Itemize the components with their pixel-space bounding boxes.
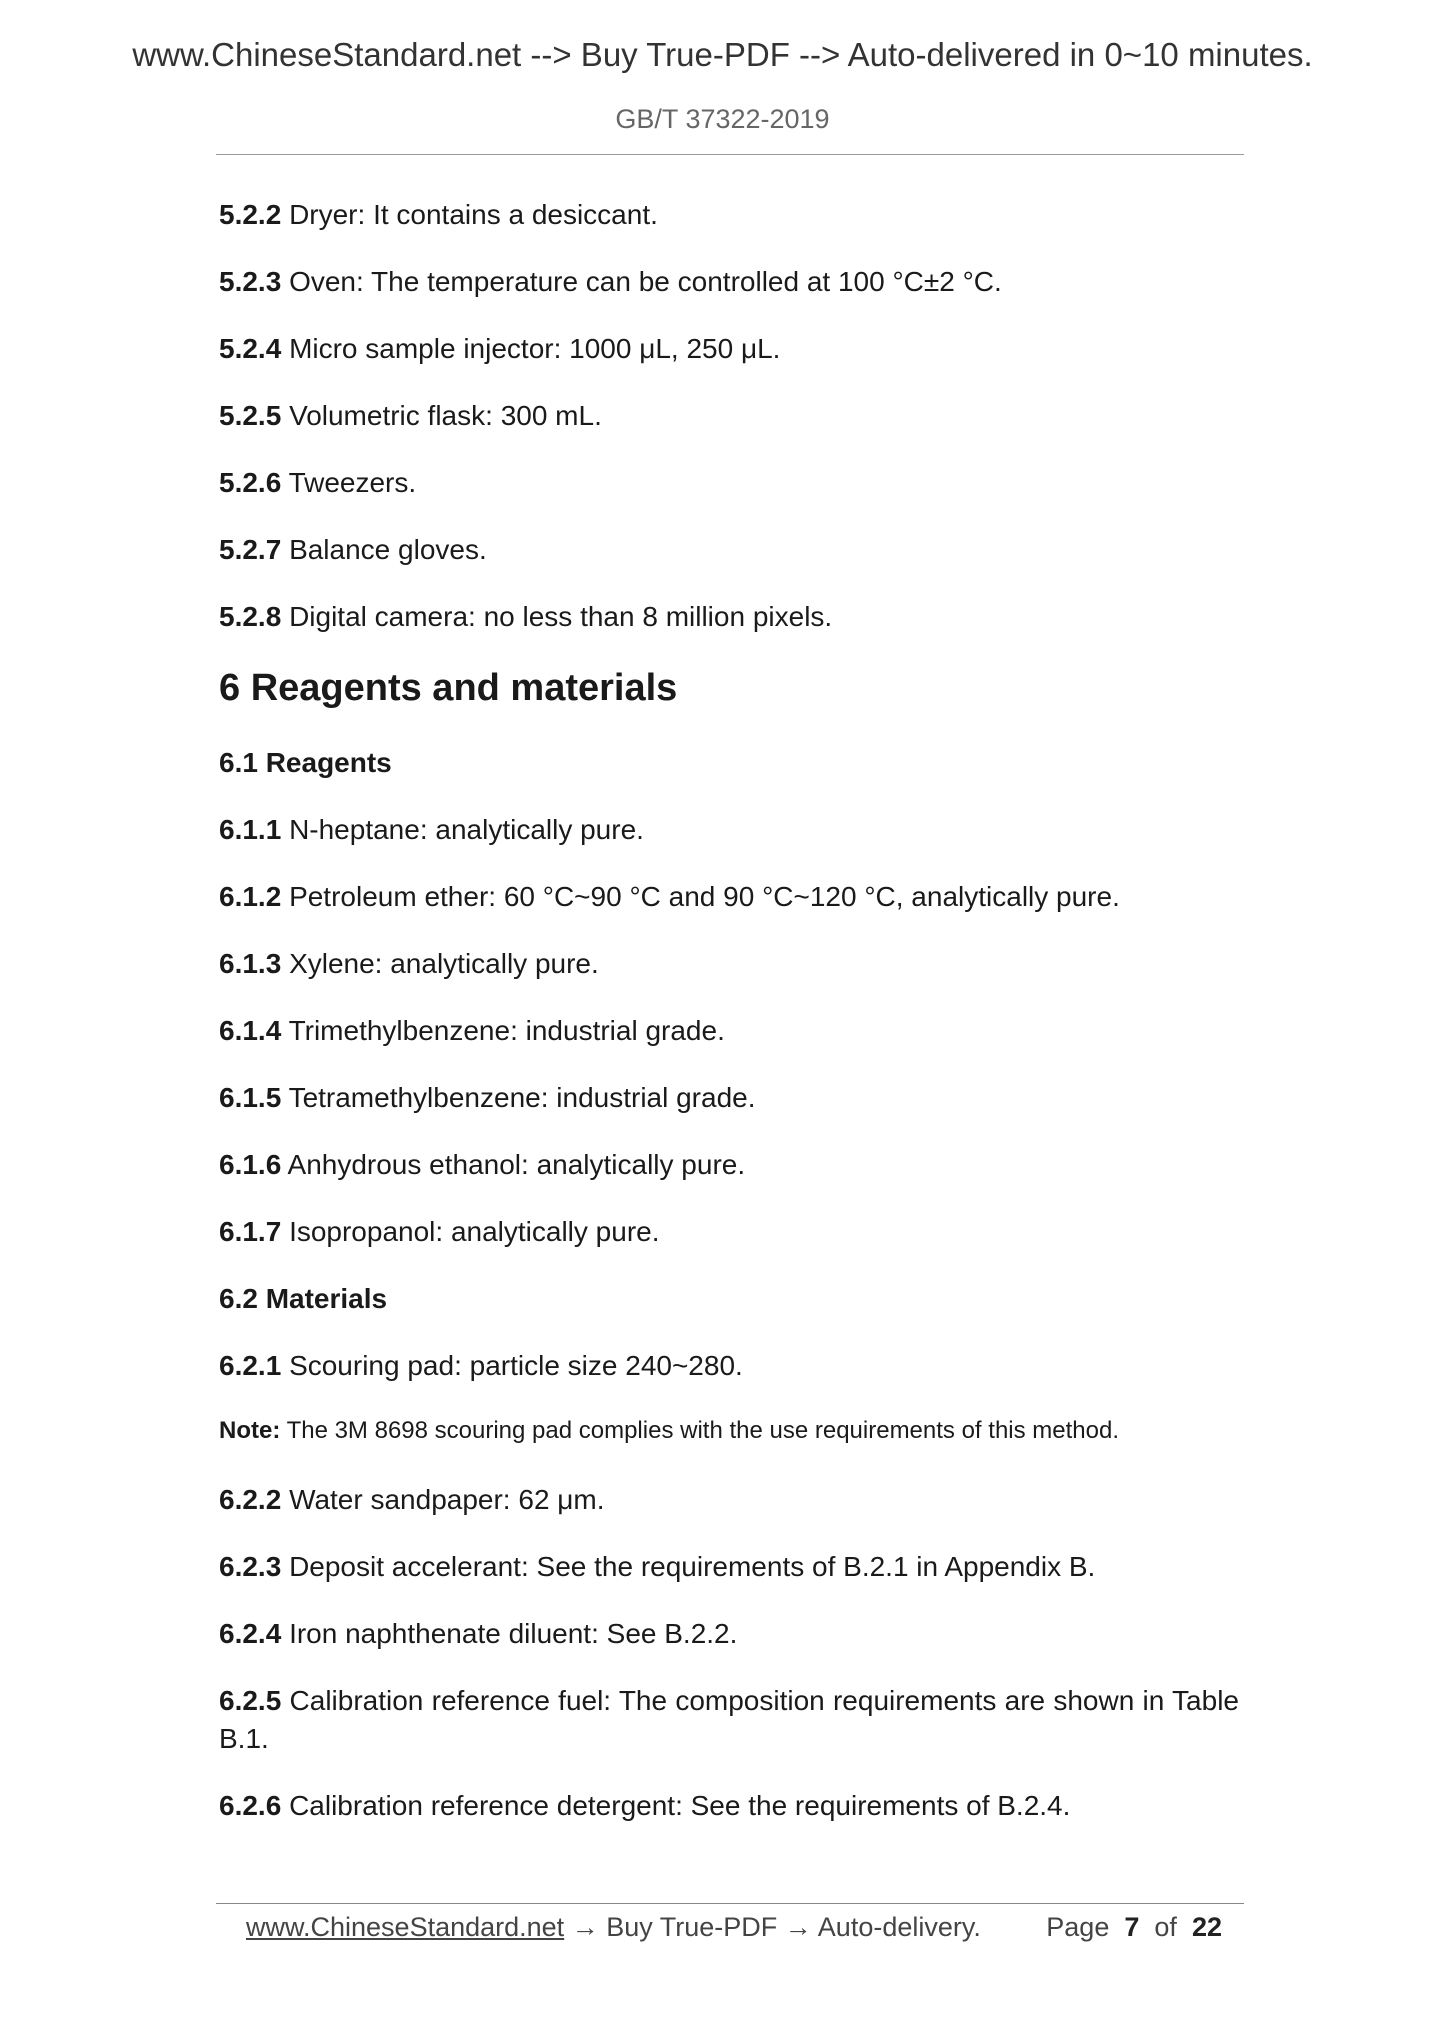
clause-text: Xylene: analytically pure.	[289, 948, 599, 979]
clause-6-1-7	[219, 1213, 1239, 1251]
arrow-right-icon: →	[784, 1912, 812, 1942]
clause-text: Water sandpaper: 62 μm.	[289, 1484, 605, 1515]
clause-text: Calibration reference fuel: The composition requirements are shown in Table B.1.	[219, 1685, 1239, 1754]
clause-6-1-4	[219, 1012, 1239, 1050]
page-indicator	[1046, 1909, 1222, 1945]
clause-text: Scouring pad: particle size 240~280.	[289, 1350, 743, 1381]
clause-6-1-2	[219, 878, 1239, 916]
site-link[interactable]: www.ChineseStandard.net	[246, 1912, 565, 1942]
page-body	[219, 196, 1239, 1854]
clause-6-2-2	[219, 1481, 1239, 1519]
clause-5-2-8	[219, 598, 1239, 636]
clause-number: 5.2.4	[219, 333, 282, 364]
buy-true-pdf-text: Buy True-PDF	[606, 1912, 778, 1942]
note-label: Note:	[219, 1417, 281, 1444]
clause-number: 6.2.5	[219, 1685, 282, 1716]
reagents-heading: 6.1 Reagents	[219, 747, 392, 778]
section-6-title: 6 Reagents and materials	[219, 667, 678, 709]
clause-number: 5.2.3	[219, 266, 282, 297]
standard-number: GB/T 37322-2019	[615, 104, 830, 134]
clause-text: Tetramethylbenzene: industrial grade.	[288, 1082, 756, 1113]
clause-text: Calibration reference detergent: See the requirements of B.2.4.	[289, 1790, 1071, 1821]
clause-number: 5.2.2	[219, 199, 282, 230]
clause-number: 6.2.4	[219, 1618, 282, 1649]
clause-6-2-4	[219, 1615, 1239, 1653]
clause-number: 5.2.6	[219, 467, 282, 498]
clause-6-2-1	[219, 1347, 1239, 1385]
page-current: 7	[1124, 1912, 1140, 1942]
header-banner: www.ChineseStandard.net --> Buy True-PDF --> Auto-delivered in 0~10 minutes.	[132, 36, 1313, 73]
clause-5-2-2	[219, 196, 1239, 234]
clause-number: 5.2.5	[219, 400, 282, 431]
clause-text: Volumetric flask: 300 mL.	[289, 400, 602, 431]
page-total: 22	[1191, 1912, 1222, 1942]
of-label: of	[1154, 1912, 1177, 1942]
clause-text: Tweezers.	[288, 467, 417, 498]
materials-heading: 6.2 Materials	[219, 1283, 388, 1314]
clause-number: 5.2.7	[219, 534, 282, 565]
clause-5-2-7	[219, 531, 1239, 569]
clause-6-2-3	[219, 1548, 1239, 1586]
clause-text: Deposit accelerant: See the requirements of B.2.1 in Appendix B.	[289, 1551, 1096, 1582]
clause-6-2-6	[219, 1787, 1239, 1825]
clause-6-1-5	[219, 1079, 1239, 1117]
clause-number: 5.2.8	[219, 601, 282, 632]
clause-text: Micro sample injector: 1000 μL, 250 μL.	[289, 333, 781, 364]
clause-number: 6.2.1	[219, 1350, 282, 1381]
clause-number: 6.2.2	[219, 1484, 282, 1515]
page-footer	[246, 1909, 1226, 1945]
clause-number: 6.1.6	[219, 1149, 282, 1180]
clause-number: 6.1.7	[219, 1216, 282, 1247]
clause-number: 6.1.4	[219, 1015, 282, 1046]
clause-text: Balance gloves.	[289, 534, 487, 565]
clause-text: Oven: The temperature can be controlled at 100 °C±2 °C.	[289, 266, 1002, 297]
clause-6-1-3	[219, 945, 1239, 983]
clause-text: N-heptane: analytically pure.	[289, 814, 644, 845]
page-label: Page	[1046, 1912, 1110, 1942]
clause-number: 6.2.6	[219, 1790, 282, 1821]
clause-text: Dryer: It contains a desiccant.	[289, 199, 658, 230]
clause-text: Digital camera: no less than 8 million pixels.	[289, 601, 833, 632]
clause-text: Isopropanol: analytically pure.	[289, 1216, 660, 1247]
header-divider	[216, 154, 1244, 155]
clause-number: 6.1.3	[219, 948, 282, 979]
note	[219, 1414, 1239, 1448]
arrow-right-icon: →	[571, 1912, 599, 1942]
clause-6-1-1	[219, 811, 1239, 849]
footer-divider	[216, 1903, 1244, 1904]
clause-text: Petroleum ether: 60 °C~90 °C and 90 °C~120 °C, analytically pure.	[289, 881, 1120, 912]
clause-number: 6.1.1	[219, 814, 282, 845]
note-text: The 3M 8698 scouring pad complies with the use requirements of this method.	[286, 1417, 1120, 1444]
clause-number: 6.1.2	[219, 881, 282, 912]
clause-5-2-3	[219, 263, 1239, 301]
auto-delivery-text: Auto-delivery.	[817, 1912, 981, 1942]
clause-number: 6.1.5	[219, 1082, 282, 1113]
clause-5-2-5	[219, 397, 1239, 435]
clause-number: 6.2.3	[219, 1551, 282, 1582]
clause-text: Trimethylbenzene: industrial grade.	[288, 1015, 725, 1046]
clause-text: Iron naphthenate diluent: See B.2.2.	[289, 1618, 738, 1649]
clause-5-2-4	[219, 330, 1239, 368]
clause-6-1-6	[219, 1146, 1239, 1184]
clause-6-2-5	[219, 1682, 1239, 1758]
clause-text: Anhydrous ethanol: analytically pure.	[287, 1149, 746, 1180]
clause-5-2-6	[219, 464, 1239, 502]
